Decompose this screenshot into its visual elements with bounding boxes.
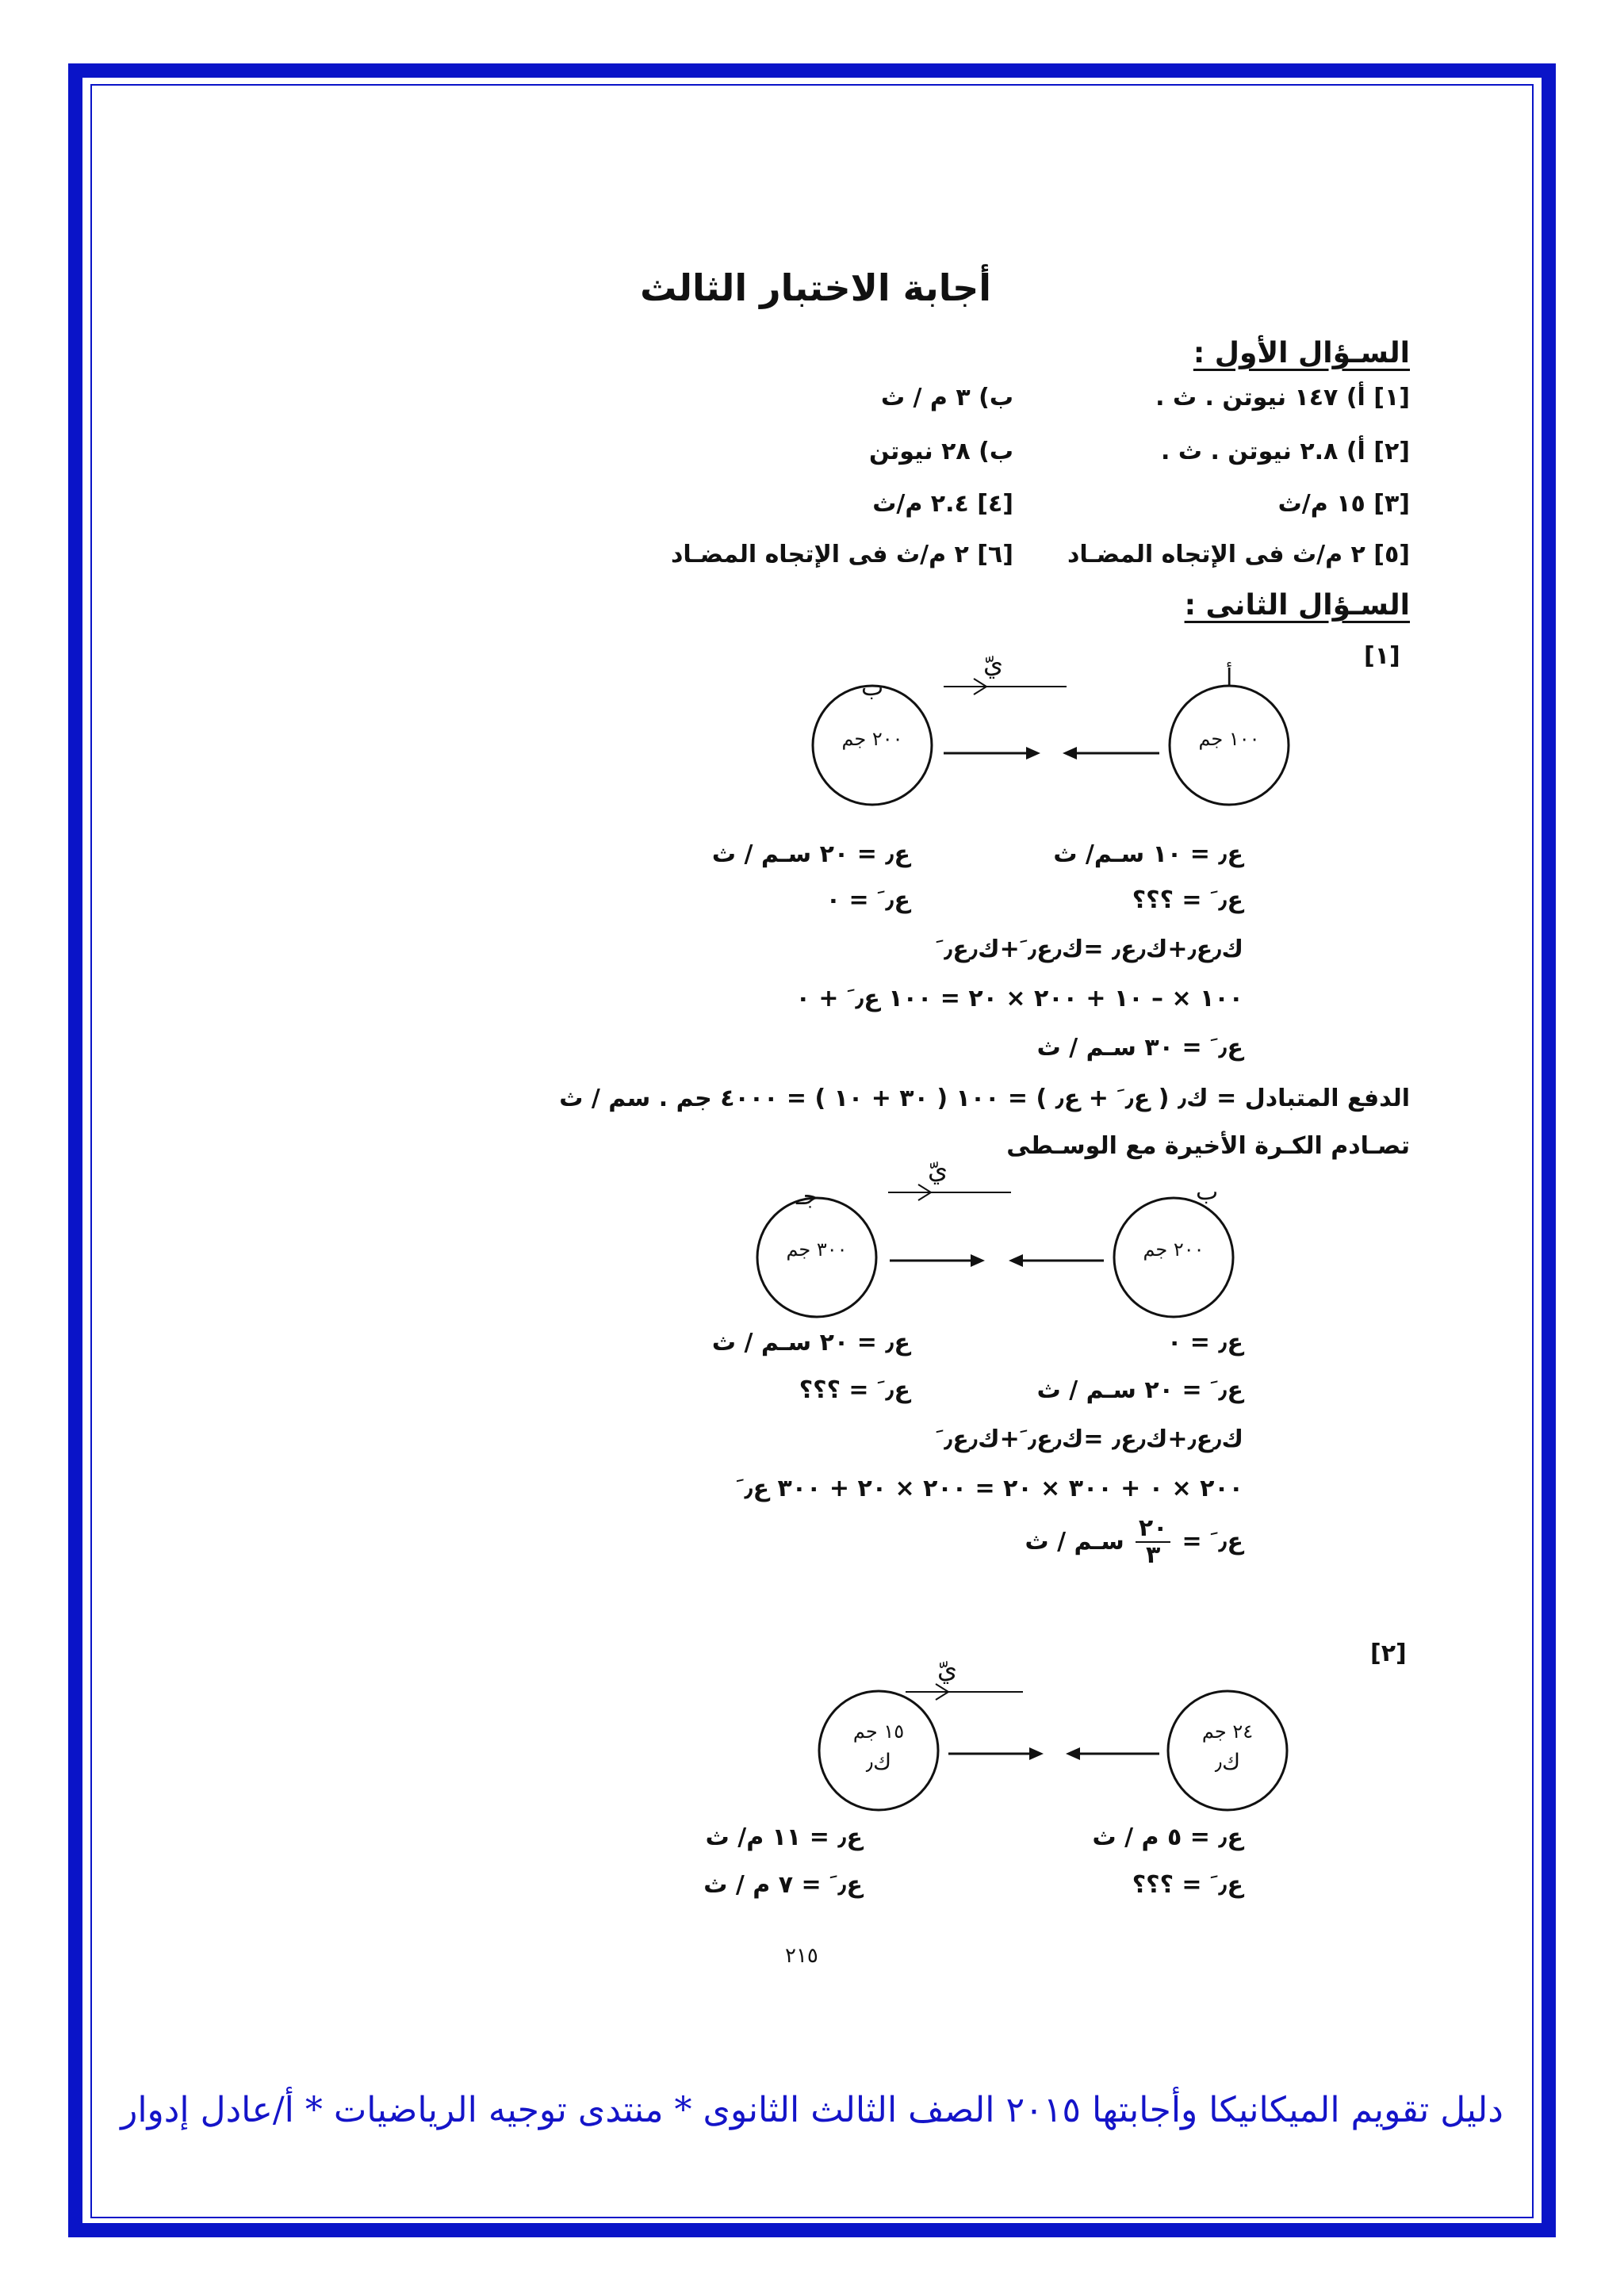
- page-number: ٢١٥: [785, 1944, 818, 1968]
- q1-row2-left: ب) ٢٨ نيوتن: [869, 438, 1013, 465]
- p1-impulse: الدفع المتبادل = ك٫ ( ع٫ َ + ع٫ ) = ١٠٠ ( ٣٠ + ١٠ ) = ٤٠٠٠ جم . سم / ث: [559, 1085, 1410, 1112]
- p1-substitution: ١٠٠ × – ١٠ + ٢٠٠ × ٢٠ = ١٠٠ ع٫ َ + ٠: [795, 985, 1243, 1012]
- fraction-denominator: ٣: [1145, 1540, 1161, 1569]
- arrowhead-right-3: [1029, 1747, 1044, 1760]
- ball-c-label: جـ: [796, 1183, 818, 1211]
- q1-row3-left: [٤] ٢.٤ م/ث: [872, 490, 1013, 518]
- page-title: أجابة الاختبار الثالث: [640, 266, 991, 309]
- ball-b2-label: ب: [1196, 1178, 1219, 1206]
- p1-eq2-right: ع٫ َ = ؟؟؟: [1132, 886, 1243, 914]
- p1-eq1-left: ع٫ = ٢٠ سـم / ث: [711, 840, 910, 868]
- q1-row1-right: [١] أ) ١٤٧ نيوتن . ث .: [1155, 384, 1410, 411]
- q2-part2-label: [٢]: [1370, 1640, 1407, 1667]
- p1b-eq2-left: ع٫ َ = ؟؟؟: [799, 1376, 910, 1404]
- p2-eq1-left: ع٫ = ١١ م/ ث: [705, 1823, 863, 1851]
- q2-heading: السـؤال الثانى :: [1184, 589, 1410, 622]
- p2-eq1-right: ع٫ = ٥ م / ث: [1092, 1823, 1243, 1851]
- vector-label-3: يّ: [937, 1654, 958, 1684]
- q1-row4-left: [٦] ٢ م/ث فى الإتجاه المضـاد: [671, 541, 1013, 568]
- vector-label-2: يّ: [928, 1154, 948, 1184]
- q1-row4-right: [٥] ٢ م/ث فى الإتجاه المضـاد: [1067, 541, 1410, 568]
- p1b-eq2-right: ع٫ َ = ٢٠ سـم / ث: [1036, 1376, 1243, 1404]
- vector-label-1: يّ: [983, 649, 1004, 679]
- p1b-substitution: ٢٠٠ × ٠ + ٣٠٠ × ٢٠ = ٢٠٠ × ٢٠ + ٣٠٠ ع٫ َ: [736, 1475, 1243, 1502]
- p2-eq2-left: ع٫ َ = ٧ م / ث: [703, 1871, 863, 1899]
- ball-b-mass: ٢٠٠ جم: [841, 728, 903, 750]
- ball-a-mass: ١٠٠ جم: [1198, 728, 1260, 750]
- q2-part1-label: [١]: [1364, 642, 1400, 670]
- p1-collision-note: تصـادم الكـرة الأخيرة مع الوسـطى: [1006, 1132, 1410, 1160]
- ball-k2-symbol: ك٫: [1214, 1749, 1241, 1775]
- p2-eq2-right: ع٫ َ = ؟؟؟: [1132, 1871, 1243, 1899]
- ball-c-mass: ٣٠٠ جم: [786, 1238, 848, 1261]
- p1b-eq1-right: ع٫ = ٠: [1166, 1329, 1243, 1357]
- fraction-numerator: ٢٠: [1136, 1516, 1171, 1543]
- q1-row1-left: ب) ٣ م / ث: [880, 384, 1013, 411]
- ball-k1-mass: ١٥ جم: [852, 1720, 905, 1743]
- ball-b-label: ب: [861, 674, 884, 702]
- arrowhead-left-3: [1066, 1747, 1080, 1760]
- p1b-momentum: ك٫ع٫+ك٫ع٫ =ك٫ع٫ َ+ك٫ع٫ َ: [935, 1425, 1243, 1453]
- ball-a-label: أ: [1226, 664, 1233, 692]
- p1b-final-prefix: ع٫ َ =: [1182, 1528, 1243, 1556]
- q1-row2-right: [٢] أ) ٢.٨ نيوتن . ث .: [1161, 438, 1410, 465]
- p1-momentum: ك٫ع٫+ك٫ع٫ =ك٫ع٫ َ+ك٫ع٫ َ: [935, 936, 1243, 963]
- p1-eq1-right: ع٫ = ١٠ سـم/ ث: [1053, 840, 1243, 868]
- q1-row3-right: [٣] ١٥ م/ث: [1277, 490, 1410, 518]
- ball-k2-mass: ٢٤ جم: [1201, 1720, 1254, 1743]
- q1-heading: السـؤال الأول :: [1193, 337, 1410, 369]
- p1b-eq1-left: ع٫ = ٢٠ سـم / ث: [711, 1329, 910, 1357]
- ball-b2-mass: ٢٠٠ جم: [1143, 1238, 1205, 1261]
- ball-k1-symbol: ك٫: [865, 1749, 892, 1775]
- p1-eq2-left: ع٫ َ = ٠: [825, 886, 910, 914]
- footer-banner: دليل تقويم الميكانيكا وأجابتها ٢٠١٥ الصف الثالث الثانوى * منتدى توجيه الرياضيات * أ/عادل إدوار: [121, 2090, 1503, 2130]
- p1-result: ع٫ َ = ٣٠ سـم / ث: [1036, 1034, 1243, 1062]
- p1b-final-suffix: سـم / ث: [1025, 1528, 1124, 1556]
